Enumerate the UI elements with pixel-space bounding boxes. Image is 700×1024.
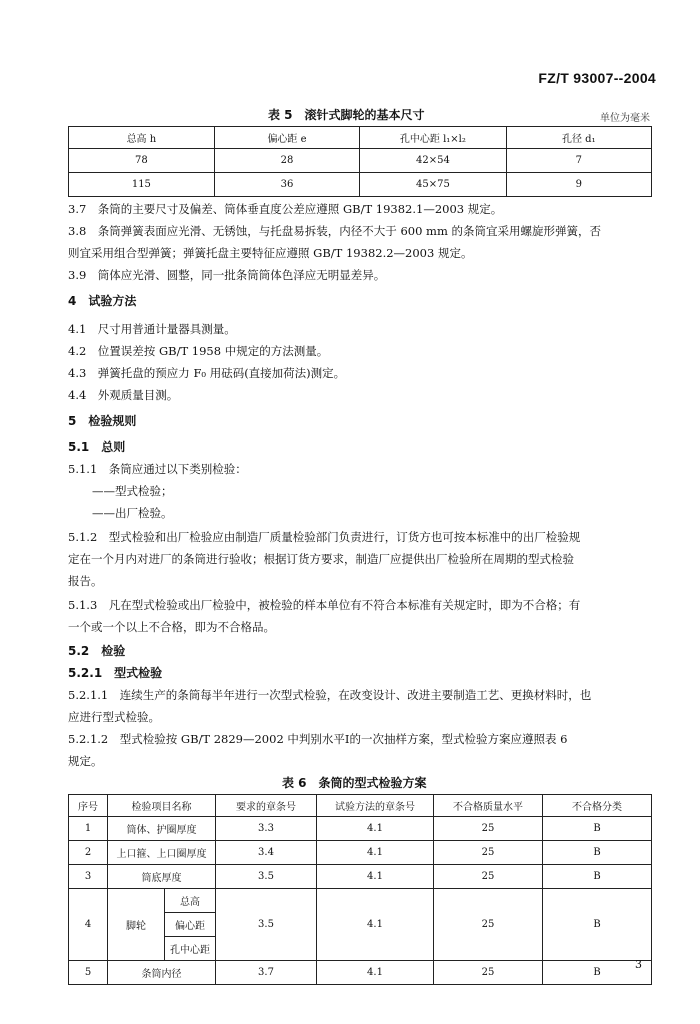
table-row [69,961,652,985]
clause-5-1-3-line2: 一个或一个以上不合格，即为不合格品。 [68,620,275,634]
table-row [69,889,652,913]
table-row [69,865,652,889]
method-clause: 4.1 [317,817,434,841]
table5-cell: 115 [69,173,215,197]
clause-4-3: 4.3 弹簧托盘的预应力 F₀ 用砝码(直接加荷法)测定。 [68,366,346,380]
clause-5-1-2-line2: 定在一个月内对进厂的条筒进行验收；根据订货方要求，制造厂应提供出厂检验所在周期的型式检验 [68,552,574,566]
clause-4-1: 4.1 尺寸用普通计量器具测量。 [68,322,236,336]
item-name: 上口箍、上口圈厚度 [108,841,216,865]
table-row [69,173,652,197]
class-value: B [543,841,652,865]
clause-3-8-line2: 则宜采用组合型弹簧；弹簧托盘主要特征应遵照 GB/T 19382.2—2003 规定。 [68,246,473,260]
rql-value: 25 [434,865,543,889]
clause-4-2: 4.2 位置误差按 GB/T 1958 中规定的方法测量。 [68,344,329,358]
req-clause: 3.5 [216,865,317,889]
method-clause: 4.1 [317,865,434,889]
class-value: B [543,817,652,841]
row-number: 3 [69,865,108,889]
table5-cell: 45×75 [360,173,506,197]
table5-cell: 78 [69,149,215,173]
clause-5-1-3-line1: 5.1.3 凡在型式检验或出厂检验中，被检验的样本单位有不符合本标准有关规定时，即为不合格；有 [68,598,581,612]
table6-caption: 表 6 条筒的型式检验方案 [282,776,427,790]
table-row [69,149,652,173]
clause-5-2-1-1-line1: 5.2.1.1 连续生产的条筒每半年进行一次型式检验，在改变设计、改进主要制造工艺、更换材料时，也 [68,688,592,702]
rql-value: 25 [434,889,543,961]
table5-header-cell: 孔径 d₁ [506,127,651,149]
section-5-2-1-heading: 5.2.1 型式检验 [68,666,163,680]
class-value: B [543,889,652,961]
table6 [68,794,652,985]
req-clause: 3.4 [216,841,317,865]
sub-item-name: 孔中心距 [165,937,216,961]
table5-caption: 表 5 滚针式脚轮的基本尺寸 [268,108,425,122]
clause-3-9: 3.9 筒体应光滑、圆整，同一批条筒筒体色泽应无明显差异。 [68,268,386,282]
table6-header-cell: 不合格质量水平 [434,795,543,817]
item-name: 条筒内径 [108,961,216,985]
method-clause: 4.1 [317,889,434,961]
table5-cell: 9 [506,173,651,197]
table5 [68,126,652,197]
table5-header-row [69,127,652,149]
table6-header-cell: 要求的章条号 [216,795,317,817]
table6-header-cell: 检验项目名称 [108,795,216,817]
row-number: 1 [69,817,108,841]
section-4-heading: 4 试验方法 [68,294,137,308]
row-number: 2 [69,841,108,865]
table5-unit: 单位为毫米 [600,113,650,124]
req-clause: 3.7 [216,961,317,985]
clause-3-8-line1: 3.8 条筒弹簧表面应光滑、无锈蚀，与托盘易拆装，内径不大于 600 mm 的条筒宜采用螺旋形弹簧，否 [68,224,602,238]
clause-5-1-1-item-factory-test: ——出厂检验。 [92,506,173,520]
sub-item-name: 偏心距 [165,913,216,937]
clause-5-1-2-line3: 报告。 [68,574,103,588]
method-clause: 4.1 [317,961,434,985]
item-name: 筒体、护圈厚度 [108,817,216,841]
clause-5-1-1: 5.1.1 条筒应通过以下类别检验： [68,462,247,476]
table5-header-cell: 偏心距 e [214,127,359,149]
clause-3-7: 3.7 条筒的主要尺寸及偏差、筒体垂直度公差应遵照 GB/T 19382.1—2003 规定。 [68,202,503,216]
clause-5-2-1-2-line1: 5.2.1.2 型式检验按 GB/T 2829—2002 中判别水平Ⅰ的一次抽样方案，型式检验方案应遵照表 6 [68,732,568,746]
table6-header-cell: 不合格分类 [543,795,652,817]
section-5-heading: 5 检验规则 [68,414,137,428]
table-row [69,841,652,865]
table5-cell: 28 [214,149,359,173]
req-clause: 3.3 [216,817,317,841]
clause-5-1-1-item-type-test: ——型式检验； [92,484,173,498]
table5-header-cell: 总高 h [69,127,215,149]
clause-5-1-2-line1: 5.1.2 型式检验和出厂检验应由制造厂质量检验部门负责进行，订货方也可按本标准中的出厂检验规 [68,530,581,544]
table5-cell: 42×54 [360,149,506,173]
standard-number: FZ/T 93007--2004 [538,70,656,86]
item-name: 筒底厚度 [108,865,216,889]
rql-value: 25 [434,817,543,841]
table-row [69,817,652,841]
class-value: B [543,961,652,985]
class-value: B [543,865,652,889]
table5-cell: 36 [214,173,359,197]
section-5-2-heading: 5.2 检验 [68,644,126,658]
sub-item-name: 总高 [165,889,216,913]
section-5-1-heading: 5.1 总则 [68,440,126,454]
table6-header-cell: 序号 [69,795,108,817]
req-clause: 3.5 [216,889,317,961]
clause-5-2-1-2-line2: 规定。 [68,754,103,768]
row-number: 5 [69,961,108,985]
rql-value: 25 [434,961,543,985]
clause-5-2-1-1-line2: 应进行型式检验。 [68,710,160,724]
row-number: 4 [69,889,108,961]
table5-header-cell: 孔中心距 l₁×l₂ [360,127,506,149]
table6-header-row [69,795,652,817]
clause-4-4: 4.4 外观质量目测。 [68,388,179,402]
table6-header-cell: 试验方法的章条号 [317,795,434,817]
rql-value: 25 [434,841,543,865]
table5-cell: 7 [506,149,651,173]
method-clause: 4.1 [317,841,434,865]
page-number: 3 [635,958,642,971]
item-name: 脚轮 [108,889,165,961]
